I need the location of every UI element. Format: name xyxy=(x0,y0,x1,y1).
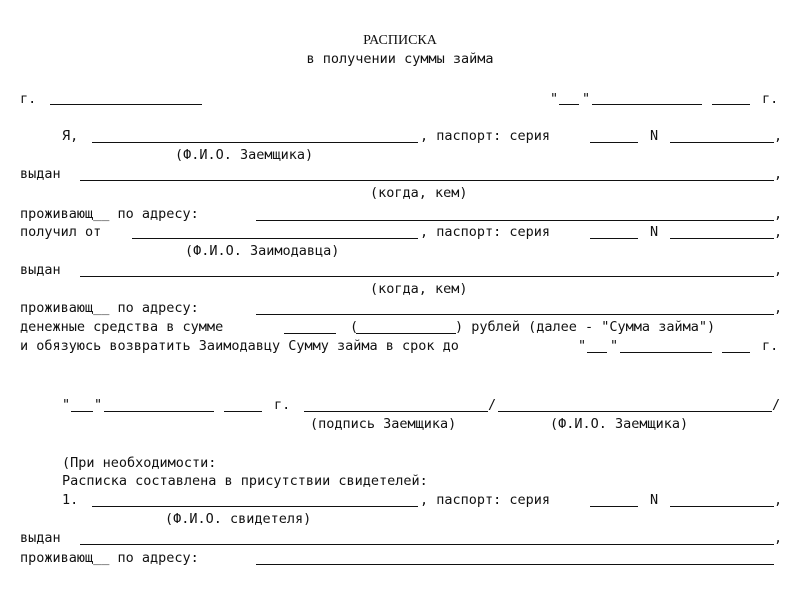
paren-open: ( xyxy=(350,319,359,335)
witness-number: 1. xyxy=(62,492,79,508)
residing-label: проживающ__ по адресу: xyxy=(20,206,199,222)
received-from-label: получил от xyxy=(20,224,102,240)
passport-n-label: N xyxy=(650,492,659,508)
sum-words-field[interactable] xyxy=(356,333,456,334)
sign-month-field[interactable] xyxy=(104,411,214,412)
date-day-field[interactable] xyxy=(559,104,579,105)
money-sum-label: денежные средства в сумме xyxy=(20,319,224,335)
slash: / xyxy=(488,397,497,413)
city-field[interactable] xyxy=(50,104,202,105)
borrower-address-field[interactable] xyxy=(256,220,774,221)
borrower-name-field[interactable] xyxy=(92,142,418,143)
page-title: РАСПИСКА xyxy=(363,33,437,48)
issued-label: выдан xyxy=(20,166,61,182)
rubles-label: ) рублей (далее - "Сумма займа") xyxy=(455,319,716,335)
signature-caption: (подпись Заемщика) xyxy=(310,416,457,432)
lender-passport-series-field[interactable] xyxy=(590,238,638,239)
due-year-suffix: г. xyxy=(762,338,779,354)
passport-series-label: , паспорт: серия xyxy=(420,224,551,240)
borrower-issued-field[interactable] xyxy=(80,180,774,181)
comma: , xyxy=(774,530,783,546)
witness-address-field[interactable] xyxy=(256,564,774,565)
year-suffix: г. xyxy=(762,91,779,107)
lender-name-field[interactable] xyxy=(132,238,418,239)
when-by-whom-caption: (когда, кем) xyxy=(370,185,468,201)
date-quote-close: " xyxy=(582,91,591,107)
witness-passport-number-field[interactable] xyxy=(670,506,774,507)
sign-day-field[interactable] xyxy=(71,411,93,412)
i-label: Я, xyxy=(62,128,79,144)
residing-label: проживающ__ по адресу: xyxy=(20,300,199,316)
lender-fio-caption: (Ф.И.О. Заимодавца) xyxy=(185,243,340,259)
lender-address-field[interactable] xyxy=(256,314,774,315)
witness-name-field[interactable] xyxy=(92,506,418,507)
page-subtitle: в получении суммы займа xyxy=(306,51,494,67)
borrower-passport-number-field[interactable] xyxy=(670,142,774,143)
comma: , xyxy=(774,166,783,182)
sign-year-suffix: г. xyxy=(274,397,291,413)
passport-series-label: , паспорт: серия xyxy=(420,492,551,508)
witness-fio-caption: (Ф.И.О. свидетеля) xyxy=(165,511,312,527)
city-label: г. xyxy=(20,91,37,107)
due-year-field[interactable] xyxy=(722,352,750,353)
comma: , xyxy=(774,224,783,240)
due-quote-close: " xyxy=(610,338,619,354)
sum-digits-field[interactable] xyxy=(284,333,336,334)
comma: , xyxy=(774,262,783,278)
borrower-fio-caption-2: (Ф.И.О. Заемщика) xyxy=(550,416,689,432)
witness-passport-series-field[interactable] xyxy=(590,506,638,507)
borrower-fio-caption: (Ф.И.О. Заемщика) xyxy=(175,147,314,163)
lender-issued-field[interactable] xyxy=(80,276,774,277)
comma: , xyxy=(774,128,783,144)
passport-n-label: N xyxy=(650,128,659,144)
due-quote-open: " xyxy=(578,338,587,354)
due-day-field[interactable] xyxy=(587,352,607,353)
passport-n-label: N xyxy=(650,224,659,240)
borrower-signature-field[interactable] xyxy=(304,411,488,412)
commit-label: и обязуюсь возвратить Заимодавцу Сумму займа в срок до xyxy=(20,338,459,354)
residing-label: проживающ__ по адресу: xyxy=(20,550,199,566)
issued-label: выдан xyxy=(20,262,61,278)
borrower-fio-signature-field[interactable] xyxy=(498,411,772,412)
lender-passport-number-field[interactable] xyxy=(670,238,774,239)
passport-series-label: , паспорт: серия xyxy=(420,128,551,144)
due-month-field[interactable] xyxy=(620,352,712,353)
comma: , xyxy=(774,300,783,316)
slash: / xyxy=(772,397,781,413)
date-month-field[interactable] xyxy=(592,104,702,105)
witness-issued-field[interactable] xyxy=(80,544,774,545)
sign-quote-close: " xyxy=(94,397,103,413)
comma: , xyxy=(774,206,783,222)
witnesses-label: Расписка составлена в присутствии свидетелей: xyxy=(62,473,428,489)
comma: , xyxy=(774,492,783,508)
issued-label: выдан xyxy=(20,530,61,546)
date-year-field[interactable] xyxy=(712,104,750,105)
if-needed-label: (При необходимости: xyxy=(62,455,217,471)
date-quote-open: " xyxy=(550,91,559,107)
sign-quote-open: " xyxy=(62,397,71,413)
sign-year-field[interactable] xyxy=(224,411,262,412)
when-by-whom-caption: (когда, кем) xyxy=(370,281,468,297)
borrower-passport-series-field[interactable] xyxy=(590,142,638,143)
